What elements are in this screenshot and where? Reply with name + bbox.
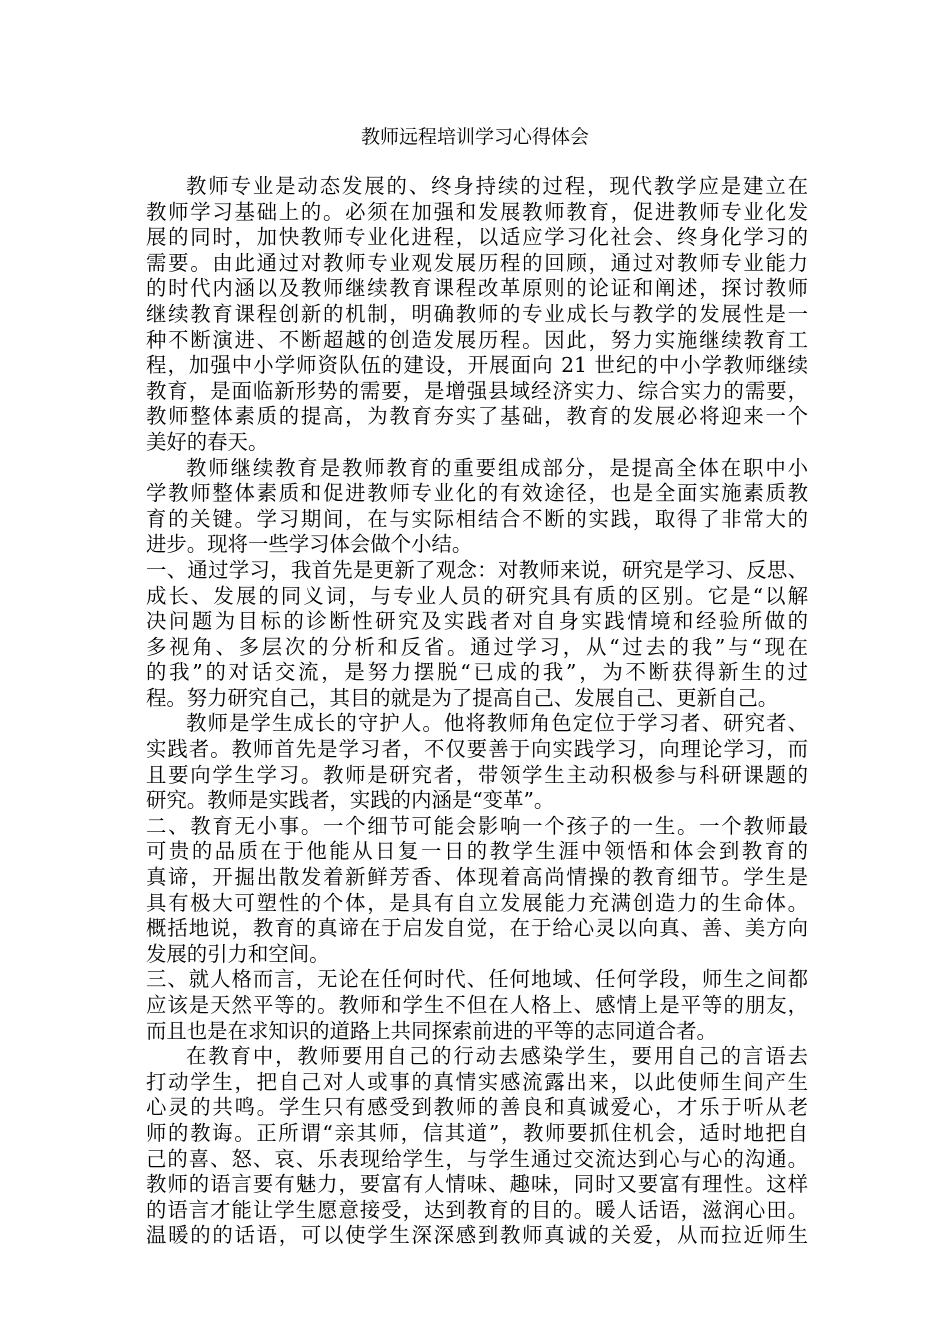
- text-line: 研究。教师是实践者，实践的内涵是“变革”。: [146, 788, 555, 813]
- text-line: 教师学习基础上的。必须在加强和发展教师教育，促进教师专业化发: [146, 199, 808, 224]
- text-line: 教师继续教育是教师教育的重要组成部分，是提高全体在职中小: [186, 455, 808, 480]
- text-line: 应该是天然平等的。教师和学生不但在人格上、感情上是平等的朋友，: [146, 993, 808, 1017]
- text-line: 的时代内涵以及教师继续教育课程改革原则的论证和阐述，探讨教师: [146, 276, 808, 301]
- text-line: 继续教育课程创新的机制，明确教师的专业成长与教学的发展性是一: [146, 301, 808, 326]
- text-line: 学教师整体素质和促进教师专业化的有效途径，也是全面实施素质教: [146, 481, 808, 506]
- text-line: 美好的春天。: [146, 429, 269, 454]
- text-line: 教师是学生成长的守护人。他将教师角色定位于学习者、研究者、: [186, 711, 808, 736]
- text-line: 程，加强中小学师资队伍的建设，开展面向 21 世纪的中小学教师继续: [146, 353, 808, 378]
- text-line: 而且也是在求知识的道路上共同探索前进的平等的志同道合者。: [146, 1018, 717, 1043]
- text-line: 二、教育无小事。一个细节可能会影响一个孩子的一生。一个教师最: [146, 813, 808, 838]
- text-line: 师的教诲。正所谓“亲其师，信其道”，教师要抓住机会，适时地把自: [146, 1120, 808, 1145]
- text-line: 己的喜、怒、哀、乐表现给学生，与学生通过交流达到心与心的沟通。: [146, 1146, 808, 1171]
- text-line: 教师专业是动态发展的、终身持续的过程，现代教学应是建立在: [186, 174, 808, 198]
- text-line: 种不断演进、不断超越的创造发展历程。因此，努力实施继续教育工: [146, 327, 808, 352]
- text-line: 心灵的共鸣。学生只有感受到教师的善良和真诚爱心，才乐于听从老: [146, 1095, 808, 1120]
- text-line: 打动学生，把自己对人或事的真情实感流露出来，以此使师生间产生: [146, 1069, 808, 1094]
- text-line: 的语言才能让学生愿意接受，达到教育的目的。暖人话语，滋润心田。: [146, 1197, 808, 1222]
- text-line: 教育，是面临新形势的需要，是增强县域经济实力、综合实力的需要，: [146, 378, 808, 403]
- text-line: 多视角、多层次的分析和反省。通过学习，从“过去的我”与“现在: [146, 634, 808, 659]
- document-body: [146, 174, 808, 1249]
- text-line: 教师的语言要有魅力，要富有人情味、趣味，同时又要富有理性。这样: [146, 1172, 808, 1197]
- text-line: 育的关键。学习期间，在与实际相结合不断的实践，取得了非常大的: [146, 506, 808, 531]
- text-line: 发展的引力和空间。: [146, 941, 330, 966]
- text-line: 可贵的品质在于他能从日复一日的教学生涯中领悟和体会到教育的: [146, 839, 808, 864]
- text-line: 一、通过学习，我首先是更新了观念：对教师来说，研究是学习、反思、: [146, 557, 808, 582]
- text-line: 成长、发展的同义词，与专业人员的研究具有质的区别。它是“以解: [146, 583, 808, 608]
- text-line: 的我”的对话交流，是努力摆脱“已成的我”，为不断获得新生的过: [146, 660, 808, 685]
- text-line: 概括地说，教育的真谛在于启发自觉，在于给心灵以向真、善、美方向: [146, 916, 808, 941]
- text-line: 进步。现将一些学习体会做个小结。: [146, 532, 473, 557]
- text-line: 展的同时，加快教师专业化进程，以适应学习化社会、终身化学习的: [146, 225, 808, 250]
- text-line: 具有极大可塑性的个体，是具有自立发展能力充满创造力的生命体。: [146, 890, 808, 915]
- text-line: 真谛，开掘出散发着新鲜芳香、体现着高尚情操的教育细节。学生是: [146, 865, 808, 890]
- text-line: 温暖的的话语，可以使学生深深感到教师真诚的关爱，从而拉近师生: [146, 1223, 808, 1248]
- text-line: 程。努力研究自己，其目的就是为了提高自己、发展自己、更新自己。: [146, 685, 779, 710]
- text-line: 且要向学生学习。教师是研究者，带领学生主动积极参与科研课题的: [146, 762, 808, 787]
- text-line: 决问题为目标的诊断性研究及实践者对自身实践情境和经验所做的: [146, 609, 808, 634]
- text-line: 教师整体素质的提高，为教育夯实了基础，教育的发展必将迎来一个: [146, 404, 808, 429]
- text-line: 需要。由此通过对教师专业观发展历程的回顾，通过对教师专业能力: [146, 250, 808, 275]
- text-line: 三、就人格而言，无论在任何时代、任何地域、任何学段，师生之间都: [146, 967, 808, 992]
- text-line: 在教育中，教师要用自己的行动去感染学生，要用自己的言语去: [186, 1044, 808, 1069]
- document-title: 教师远程培训学习心得体会: [360, 126, 589, 148]
- text-line: 实践者。教师首先是学习者，不仅要善于向实践学习，向理论学习，而: [146, 737, 808, 762]
